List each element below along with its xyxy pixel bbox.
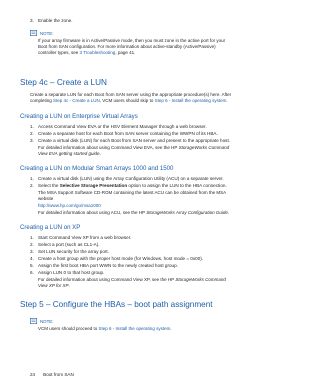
note-text-part: controller types, see [38, 50, 80, 55]
note-label: NOTE: [40, 30, 54, 36]
list-number: 2. [30, 183, 34, 188]
text-part: For detailed information about using ACU, see the HP [38, 210, 147, 215]
guide-title: StorageWorks Array Configuration Guide [146, 210, 228, 215]
list-text: Access Command View EVA or the HSV Element Manager through a web browser. [38, 124, 207, 129]
note-text [38, 326, 172, 332]
note-heading [30, 30, 53, 36]
list-text: Enable the zone. [38, 18, 73, 23]
list-number: 1. [30, 124, 34, 129]
note-heading [30, 318, 53, 324]
step4c-link[interactable]: Step 4c - Create a LUN [53, 98, 100, 103]
guide-title: StorageWorks Command [178, 145, 230, 150]
option-name: Selective Storage Presentation [59, 183, 128, 188]
paragraph-line [30, 98, 228, 104]
note-icon [30, 30, 37, 36]
text-part: option to assign the LUN to the HBA connection. [127, 183, 227, 188]
note-text [38, 50, 135, 56]
list-text [38, 183, 227, 189]
note-box [30, 318, 280, 336]
msa-website-link[interactable]: http://www.hp.com/go/msa1000 [38, 203, 101, 208]
note-icon [30, 318, 37, 324]
subsection-title: Creating a LUN on Enterprise Virtual Arrays [20, 113, 138, 120]
list-text: Assign the first boot HBA port WWN to the newly created host group. [38, 263, 178, 268]
text-part: For detailed information about using Command View XP, see the HP [38, 277, 176, 282]
detail-text [38, 210, 229, 216]
list-text: Create a separate host for each Boot from SAN server containing the WWPN of its HBA. [38, 131, 218, 136]
text-part: For detailed information about using Command View EVA, see the HP [38, 145, 179, 150]
note-label: NOTE: [40, 318, 54, 324]
step6-link[interactable]: Step 6 - Install the operating system [154, 98, 227, 103]
text-part: Select the [38, 183, 60, 188]
list-number: 5. [30, 263, 34, 268]
text-part: . [68, 283, 70, 288]
note-text-part: . [170, 326, 172, 331]
page-footer [30, 372, 82, 377]
list-text: Start Command View XP from a web browser. [38, 235, 132, 240]
note-text-part: , page 41. [115, 50, 136, 55]
list-number: 2. [30, 242, 34, 247]
list-number: 1. [30, 235, 34, 240]
list-number: 4. [30, 256, 34, 261]
list-number: 6. [30, 270, 34, 275]
subsection-title: Creating a LUN on XP [20, 224, 81, 231]
list-text: Create a host group with the proper host mode (for Windows, host mode = 0x00). [38, 256, 204, 261]
detail-text [38, 151, 101, 157]
note-text: If your array firmware is in Active/Passive mode, then you must zone in the active port for your [38, 38, 226, 43]
note-text-part: VCM users should proceed to [38, 326, 99, 331]
list-text: Create a virtual disk (LUN) using the Array Configuration Utility (ACU) on a separate server. [38, 176, 224, 181]
page-number: 24 [30, 372, 36, 377]
troubleshooting-link[interactable]: 3 Troubleshooting [79, 50, 116, 55]
text-part: . [227, 210, 230, 215]
subsection-title: Creating a LUN on Modular Smart Arrays 1000 and 1500 [20, 165, 174, 172]
note-text: Boot from SAN configuration. For more information about active-standby (Active/Passive) [38, 44, 216, 49]
section-title: Step 5 – Configure the HBAs – boot path assignment [20, 300, 213, 309]
list-number: 1. [30, 176, 34, 181]
list-number: 3. [30, 138, 34, 143]
section-title: Step 4c – Create a LUN [20, 78, 107, 87]
step6-link[interactable]: Step 6 - Install the operating system [98, 326, 171, 331]
footer-section: Boot from SAN [43, 372, 74, 377]
text-part: . [99, 151, 101, 156]
guide-title: StorageWorks Command [175, 277, 226, 282]
text-part: , VCM users should skip to [99, 98, 155, 103]
guide-title: View EVA getting started guide [38, 151, 100, 156]
list-text: Select a port (such as CL1-A). [38, 242, 100, 247]
text-part: . [226, 98, 228, 103]
list-number: 2. [30, 131, 34, 136]
paragraph-line: Create a separate LUN for each Boot from SAN server using the appropriate procedure(s) here. After [30, 92, 232, 97]
list-number: 3. [30, 249, 34, 254]
list-text: Create a virtual disk (LUN) for each Boot from SAN server and present to the appropriate host. [38, 138, 231, 143]
list-text: Set LUN security for the array port. [38, 249, 109, 254]
list-number: 3. [30, 18, 34, 23]
text-part: completing [30, 98, 54, 103]
detail-text [38, 283, 70, 289]
list-text: Assign LUN 0 to that host group. [38, 270, 105, 275]
detail-text: website [38, 196, 54, 201]
guide-title: View XP for XP [38, 283, 69, 288]
detail-text: The MSA Support Software CD-ROM containing the latest ACU can be obtained from the MSA [38, 190, 227, 195]
note-box [30, 30, 280, 62]
